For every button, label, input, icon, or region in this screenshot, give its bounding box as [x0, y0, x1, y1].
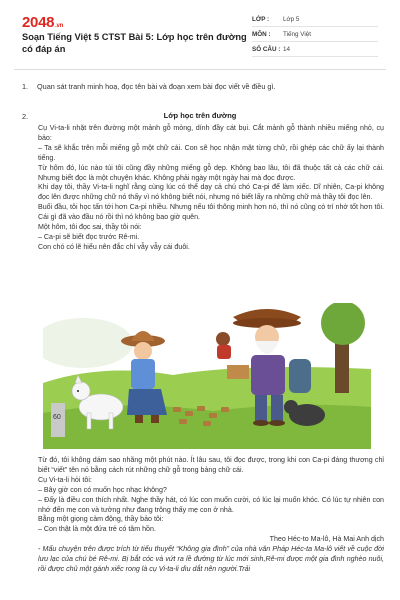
backpack	[289, 359, 311, 393]
story-paragraph: Con chó có lẽ hiểu nên đắc chí vẫy vẫy cái đuôi.	[38, 242, 190, 251]
question-text: Quan sát tranh minh hoạ, đọc tên bài và đoạn xem bài đọc viết về điều gì.	[37, 82, 276, 91]
meta-row-class	[252, 12, 378, 27]
story-paragraph: – Ta sẽ khắc trên mỗi miếng gỗ một chữ cái. Con sẽ học nhận mặt từng chữ, rồi ghép các chữ ấy lại thành tiếng.	[38, 143, 384, 162]
story-illustration	[43, 303, 371, 449]
story-paragraph: Cụ Vi-ta-li nhặt trên đường một mảnh gỗ mỏng, dính đầy cát bụi. Cắt mảnh gỗ thành nhiều miếng nhỏ, cụ bảo:	[38, 124, 384, 142]
story-paragraph: – Con thật là một đứa trẻ có tâm hồn.	[38, 525, 156, 534]
story-title: Lớp học trên đường	[163, 111, 237, 120]
question-number: 1.	[22, 82, 29, 91]
story-note: - Mẩu chuyện trên được trích từ tiểu thuyết “Không gia đình” của nhà văn Pháp Héc-ta Ma-lô viết về cuộc đời lưu lạc của chú bé Rê-mi. Bị bắt cóc và vứt ra lề đường từ lúc mới sinh,Rê-mi được một gia đình nghèo nuôi, rồi được chủ một gánh xiếc rong là cụ Vi-ta-li dìu dắt nên người.Trải	[38, 545, 384, 573]
story-paragraph: Từ đó, tôi không dám sao nhãng một phút nào. Ít lâu sau, tôi đọc được, trong khi con Ca-pi đáng thương chỉ biết “viết” tên nó bằng cách rút những chữ gỗ trong bảng chữ cái.	[38, 456, 384, 474]
logo-text: 2048	[22, 14, 55, 31]
meta-table	[252, 12, 378, 57]
story-paragraph: Bằng một giọng cảm động, thầy bảo tôi:	[38, 515, 164, 524]
story-paragraph: Khi dạy tôi, thầy Vi-ta-li nghĩ rằng cùng lúc có thể dạy cả chú chó Ca-pi để làm xiếc. Dĩ nhiên, Ca-pi không đọc lên được những chữ nó thấy vì nó không biết nói, nhưng nó biết lấy ra những chữ mà thầy tôi đọc lên.	[38, 183, 384, 202]
document-title: Soạn Tiếng Việt 5 CTST Bài 5: Lớp học trên đường có đáp án	[22, 32, 247, 54]
logo-suffix: .vn	[55, 23, 63, 29]
page-header	[0, 0, 400, 68]
milestone-number: 60	[53, 414, 61, 421]
question-2-number: 2.	[22, 112, 29, 121]
meta-value: Tiếng Việt	[283, 30, 312, 38]
story-paragraph: – Ca-pi sẽ biết đọc trước Rê-mi.	[38, 232, 140, 241]
monkey	[216, 332, 230, 346]
meta-label: MÔN :	[252, 30, 271, 38]
story-paragraph: Buổi đầu, tôi học tấn tới hơn Ca-pi nhiều. Nhưng nếu tôi thông minh hơn nó, thì nó cũng có trí nhớ tốt hơn tôi. Cái gì đã vào đầu nó rồi thì nó không bao giờ quên.	[38, 203, 384, 222]
story-paragraph: Một hôm, tôi đọc sai, thầy tôi nói:	[38, 223, 142, 232]
boy-remi	[134, 342, 152, 360]
wooden-board	[227, 365, 249, 379]
header-divider	[14, 69, 386, 70]
meta-row-subject	[252, 27, 378, 42]
story-paragraph: – Bây giờ con có muốn học nhạc không?	[38, 485, 167, 494]
meta-label: SỐ CÂU :	[252, 45, 281, 53]
meta-label: LỚP :	[252, 15, 270, 23]
story-paragraph: Từ hôm đó, lúc nào túi tôi cũng đầy những miếng gỗ dẹp. Không bao lâu, tôi đã thuộc tất cả các chữ cái. Nhưng biết đọc là một chuyện khác. Không phải ngày một ngày hai mà đọc được.	[38, 163, 384, 182]
story-body-part2	[38, 456, 384, 575]
story-source: Theo Héc-to Ma-lô, Hà Mai Anh dịch	[269, 535, 384, 544]
story-body-part1	[38, 124, 384, 253]
story-paragraph: – Đấy là điều con thích nhất. Nghe thầy hát, có lúc con muốn cười, có lúc lại muốn khóc. Có lúc tự nhiên con nhớ đến mẹ con và tưởng như đang trông thấy mẹ con ở nhà.	[38, 495, 384, 514]
meta-value: 14	[283, 45, 291, 53]
site-logo[interactable]	[22, 14, 63, 31]
meta-value: Lớp 5	[283, 15, 300, 23]
meta-row-count	[252, 42, 378, 57]
story-paragraph: Cụ Vi-ta-li hỏi tôi:	[38, 475, 92, 484]
